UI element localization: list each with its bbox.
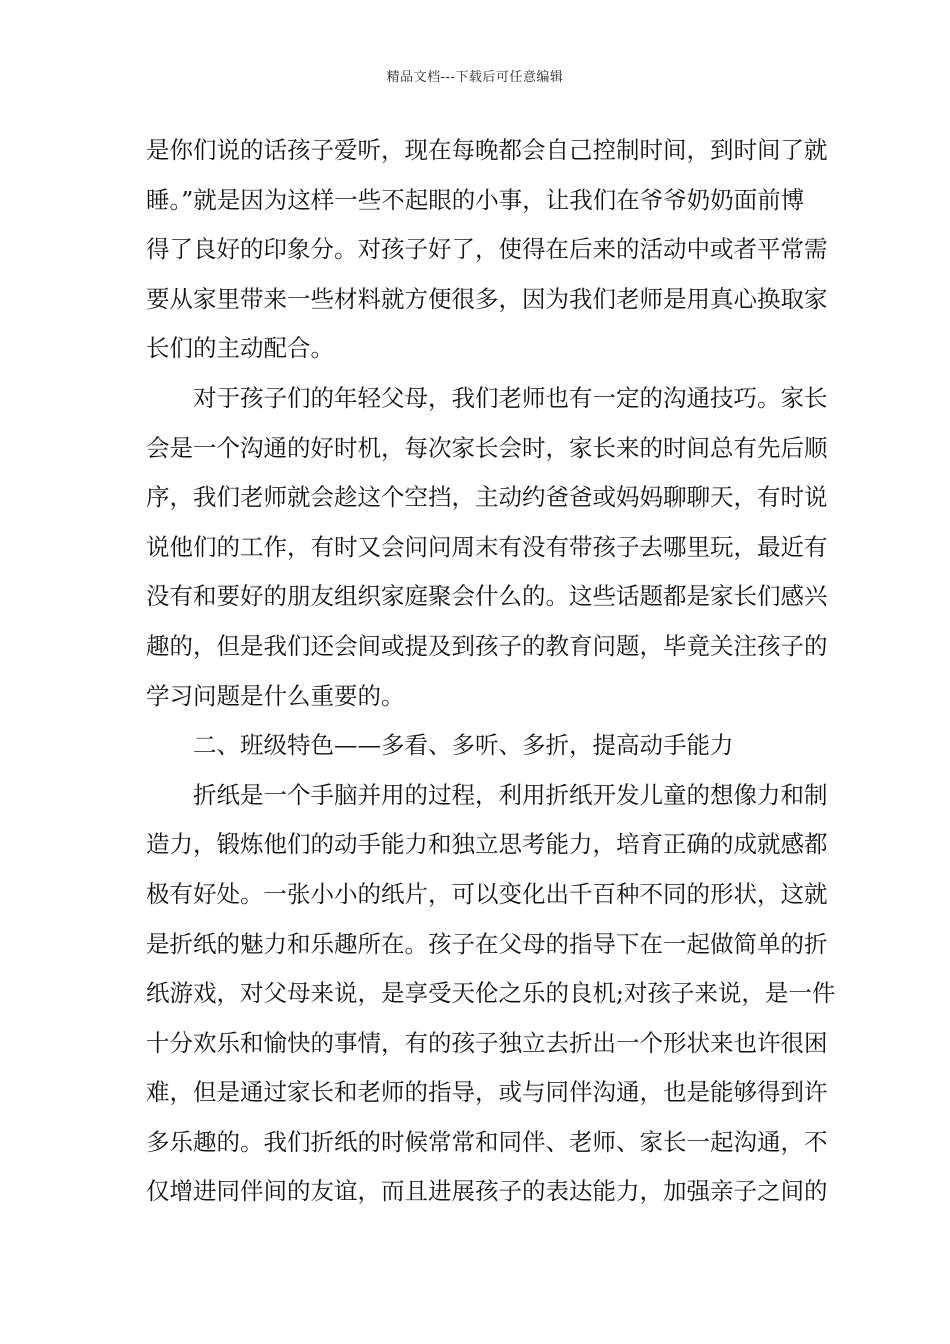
- text-line: 得了良好的印象分。对孩子好了，使得在后来的活动中或者平常需: [146, 235, 828, 264]
- text-line: 是折纸的魅力和乐趣所在。孩子在父母的指导下在一起做简单的折: [146, 929, 828, 958]
- text-line: 纸游戏，对父母来说，是享受天伦之乐的良机;对孩子来说，是一件: [146, 979, 836, 1008]
- text-line: 说他们的工作，有时又会问问周末有没有带孩子去哪里玩，最近有: [146, 532, 828, 561]
- text-line: 难，但是通过家长和老师的指导，或与同伴沟通，也是能够得到许: [146, 1078, 828, 1107]
- text-line: 十分欢乐和愉快的事情，有的孩子独立去折出一个形状来也许很困: [146, 1028, 828, 1057]
- page-header: 精品文档---下载后可任意编辑: [386, 70, 564, 85]
- section-heading: 二、班级特色——多看、多听、多折，提高动手能力: [146, 731, 734, 760]
- text-line: 学习问题是什么重要的。: [146, 681, 405, 710]
- text-line: 会是一个沟通的好时机，每次家长会时，家长来的时间总有先后顺: [146, 433, 828, 462]
- text-line: 序，我们老师就会趁这个空挡，主动约爸爸或妈妈聊聊天，有时说: [146, 483, 828, 512]
- document-body: [146, 126, 836, 1217]
- text-line: 没有和要好的朋友组织家庭聚会什么的。这些话题都是家长们感兴: [146, 582, 828, 611]
- text-line: 多乐趣的。我们折纸的时候常常和同伴、老师、家长一起沟通，不: [146, 1127, 828, 1156]
- text-line: 对于孩子们的年轻父母，我们老师也有一定的沟通技巧。家长: [146, 383, 828, 412]
- text-line: 趣的，但是我们还会间或提及到孩子的教育问题，毕竟关注孩子的: [146, 631, 828, 660]
- text-line: 睡。”就是因为这样一些不起眼的小事，让我们在爷爷奶奶面前博: [146, 185, 805, 214]
- text-line: 长们的主动配合。: [146, 334, 334, 363]
- text-line: 是你们说的话孩子爱听，现在每晚都会自己控制时间，到时间了就: [146, 136, 828, 164]
- text-line: 要从家里带来一些材料就方便很多，因为我们老师是用真心换取家: [146, 284, 828, 313]
- text-line: 造力，锻炼他们的动手能力和独立思考能力，培育正确的成就感都: [146, 830, 828, 859]
- text-line: 极有好处。一张小小的纸片，可以变化出千百种不同的形状，这就: [146, 879, 828, 908]
- text-line: 折纸是一个手脑并用的过程，利用折纸开发儿童的想像力和制: [146, 780, 828, 809]
- text-line: 仅增进同伴间的友谊，而且进展孩子的表达能力，加强亲子之间的: [146, 1177, 828, 1206]
